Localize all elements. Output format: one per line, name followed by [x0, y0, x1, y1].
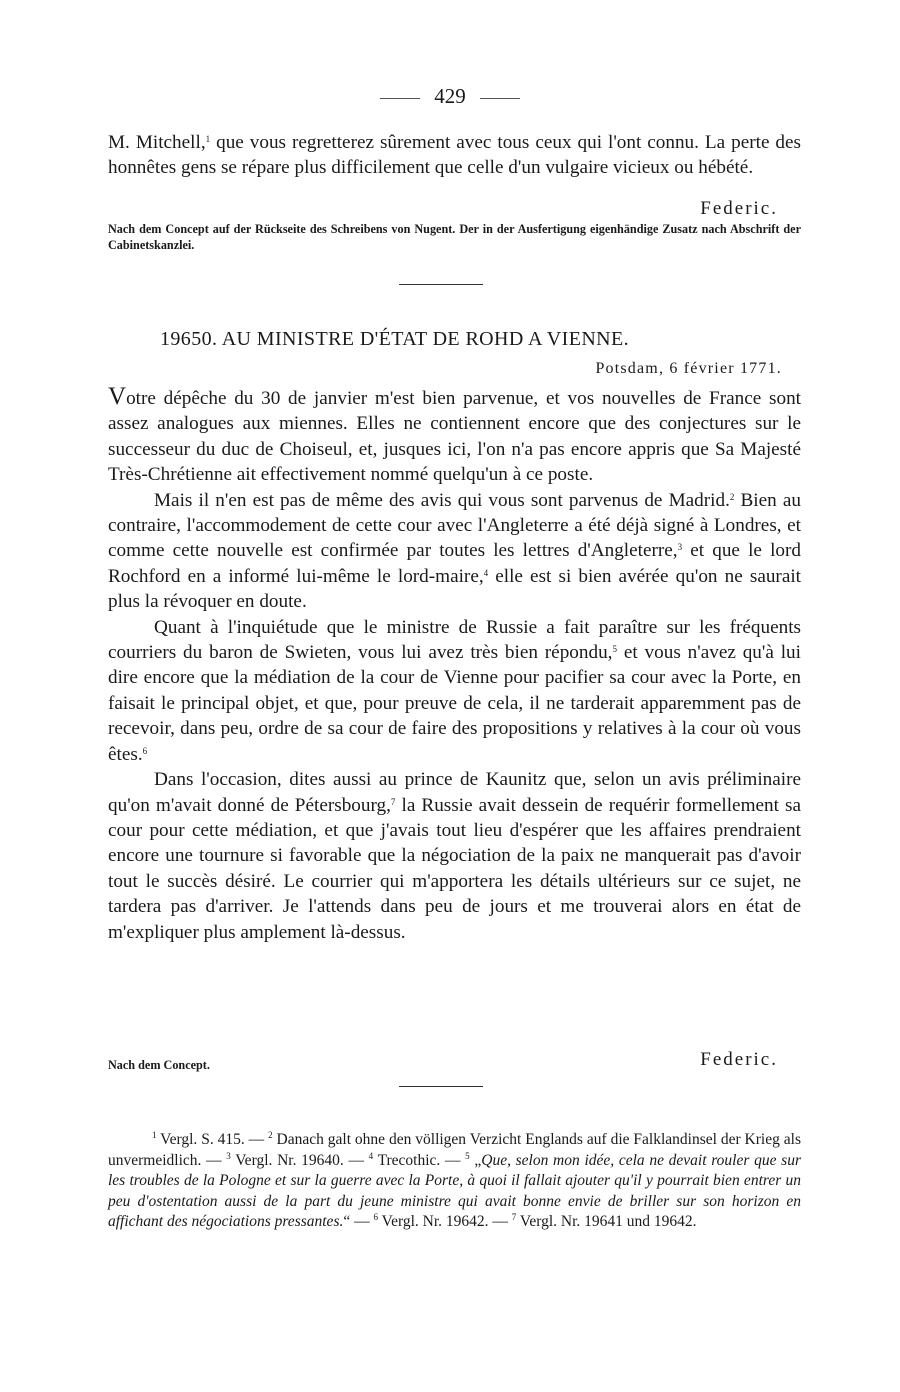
footnote-number: 6 — [373, 1212, 378, 1223]
drop-cap: V — [108, 383, 127, 410]
continuation-text-a: M. Mitchell, — [108, 132, 206, 153]
footnote-number: 1 — [152, 1130, 157, 1140]
signature: Federic. — [700, 198, 778, 219]
continuation-text — [108, 130, 801, 181]
paragraph — [108, 767, 801, 945]
footnote-number: 4 — [368, 1150, 374, 1161]
footnote-marker: 1 — [205, 134, 211, 144]
footnote-marker: 6 — [142, 745, 148, 756]
paragraph-text: et vous n'avez qu'à lui dire encore que la médiation de la cour de Vienne pour pacifier sa cour avec la Porte, en faisait le principal objet, et que, pour preuve de cela, il ne tarderait apparemment pas de recevoir, dans peu, ordre de sa cour de faire des propositions y relatives à la cour où vous êtes. — [108, 642, 801, 765]
paragraph-text: Dans l'occasion, dites aussi au prince de Kaunitz que, selon un avis préliminaire qu'on m'avait donné de Pétersbourg, — [108, 769, 801, 816]
paragraph-text: la Russie avait dessein de requérir formellement sa cour pour cette médiation, et que j'avais tout lieu d'espérer que les affaires prendraient encore une tournure si favorable que la négociation de la paix ne manquerait pas d'avoir tout le succès désiré. Le courrier qui m'apportera les détails ultérieurs sur ce sujet, ne tardera pas d'arriver. Je l'attends dans peu de jours et me trouverai alors en état de m'expliquer plus amplement là-dessus. — [108, 794, 801, 943]
letter-body — [108, 384, 801, 945]
page-number: 429 — [434, 84, 466, 108]
paragraph-text: et que le lord Rochford en a informé lui-même le lord-maire, — [108, 540, 801, 587]
section-divider — [399, 284, 483, 285]
footnote-marker: 7 — [390, 796, 396, 807]
source-note-text: Nach dem Concept. — [108, 1058, 210, 1072]
paragraph-text: Mais il n'en est pas de même des avis qui vous sont parvenus de Madrid. — [154, 489, 730, 511]
paragraph-text: elle est si bien avérée qu'on ne saurait plus la révoquer en doute. — [108, 565, 801, 613]
footnote-text: Danach galt ohne den völligen Verzicht Englands auf die Falklandinsel der Krieg als unvermeidlich. — — [108, 1131, 801, 1169]
continuation-text-b: que vous regretterez sûrement avec tous ceux qui l'ont connu. La perte des honnêtes gens se répare plus difficilement que celle d'un vulgaire vicieux ou hébété. — [108, 132, 802, 179]
footnote-text: “ — — [343, 1213, 374, 1231]
footnote-number: 5 — [465, 1150, 470, 1161]
footnote-divider — [399, 1086, 483, 1087]
editorial-note — [108, 222, 801, 253]
editorial-note-text: Nach dem Concept auf der Rückseite des Schreibens von Nugent. Der in der Ausfertigung eigenhändige Zusatz nach Abschrift der Cabinetskanzlei. — [108, 222, 801, 252]
footnote-marker: 3 — [677, 542, 683, 553]
footnote-quote: Que, selon mon idée, cela ne devait rouler que sur les troubles de la Pologne et sur la guerre avec la Porte, à quoi il fallait ajouter qu'il y pourrait bien entrer un peu d'ostentation aussi de la part du jeune ministre qui avait bonne envie de briller sur son horizon en affichant des négociations pressantes. — [108, 1151, 801, 1231]
page-header — [0, 84, 900, 109]
footnote-text: Vergl. Nr. 19640. — — [230, 1151, 369, 1169]
paragraph-text: otre dépêche du 30 de janvier m'est bien parvenue, et vos nouvelles de France sont assez analogues aux miennes. Elles ne contiennent encore que des conjectures sur le successeur du duc de Choiseul, et, jusques ici, l'on n'a pas encore appris que Sa Majesté Très-Chrétienne ait effectivement nommé quelqu'un à ce poste. — [108, 388, 801, 486]
source-note — [108, 1058, 408, 1074]
header-dash-left — [380, 98, 420, 99]
paragraph — [108, 488, 801, 615]
letter-title: 19650. AU MINISTRE D'ÉTAT DE ROHD A VIENNE. — [160, 328, 630, 350]
footnotes — [108, 1130, 801, 1233]
footnote-marker: 2 — [729, 491, 735, 502]
place-date: Potsdam, 6 février 1771. — [595, 360, 782, 377]
paragraph — [108, 615, 801, 767]
footnote-marker: 5 — [612, 644, 617, 655]
footnote-marker: 4 — [483, 567, 489, 578]
signature: Federic. — [700, 1049, 778, 1070]
footnote-text: Trecothic. — — [373, 1151, 466, 1169]
footnotes-text — [108, 1130, 801, 1233]
header-dash-right — [480, 98, 520, 99]
footnote-text: Vergl. S. 415. — — [156, 1131, 269, 1148]
footnote-text: „ — [469, 1151, 482, 1169]
paragraph-text: Quant à l'inquiétude que le ministre de Russie a fait paraître sur les fréquents courriers du baron de Swieten, vous lui avez très bien répondu, — [108, 616, 801, 664]
footnote-text: Vergl. Nr. 19641 und 19642. — [516, 1213, 697, 1231]
paragraph-text: Bien au contraire, l'accommodement de cette cour avec l'Angleterre a été déjà signé à Londres, et comme cette nouvelle est confirmée par toutes les lettres d'Angleterre, — [108, 489, 801, 562]
footnote-number: 7 — [511, 1212, 517, 1223]
footnote-text: Vergl. Nr. 19642. — — [378, 1213, 512, 1231]
paragraph — [108, 384, 801, 488]
footnote-number: 2 — [268, 1130, 273, 1140]
footnote-number: 3 — [226, 1150, 231, 1161]
